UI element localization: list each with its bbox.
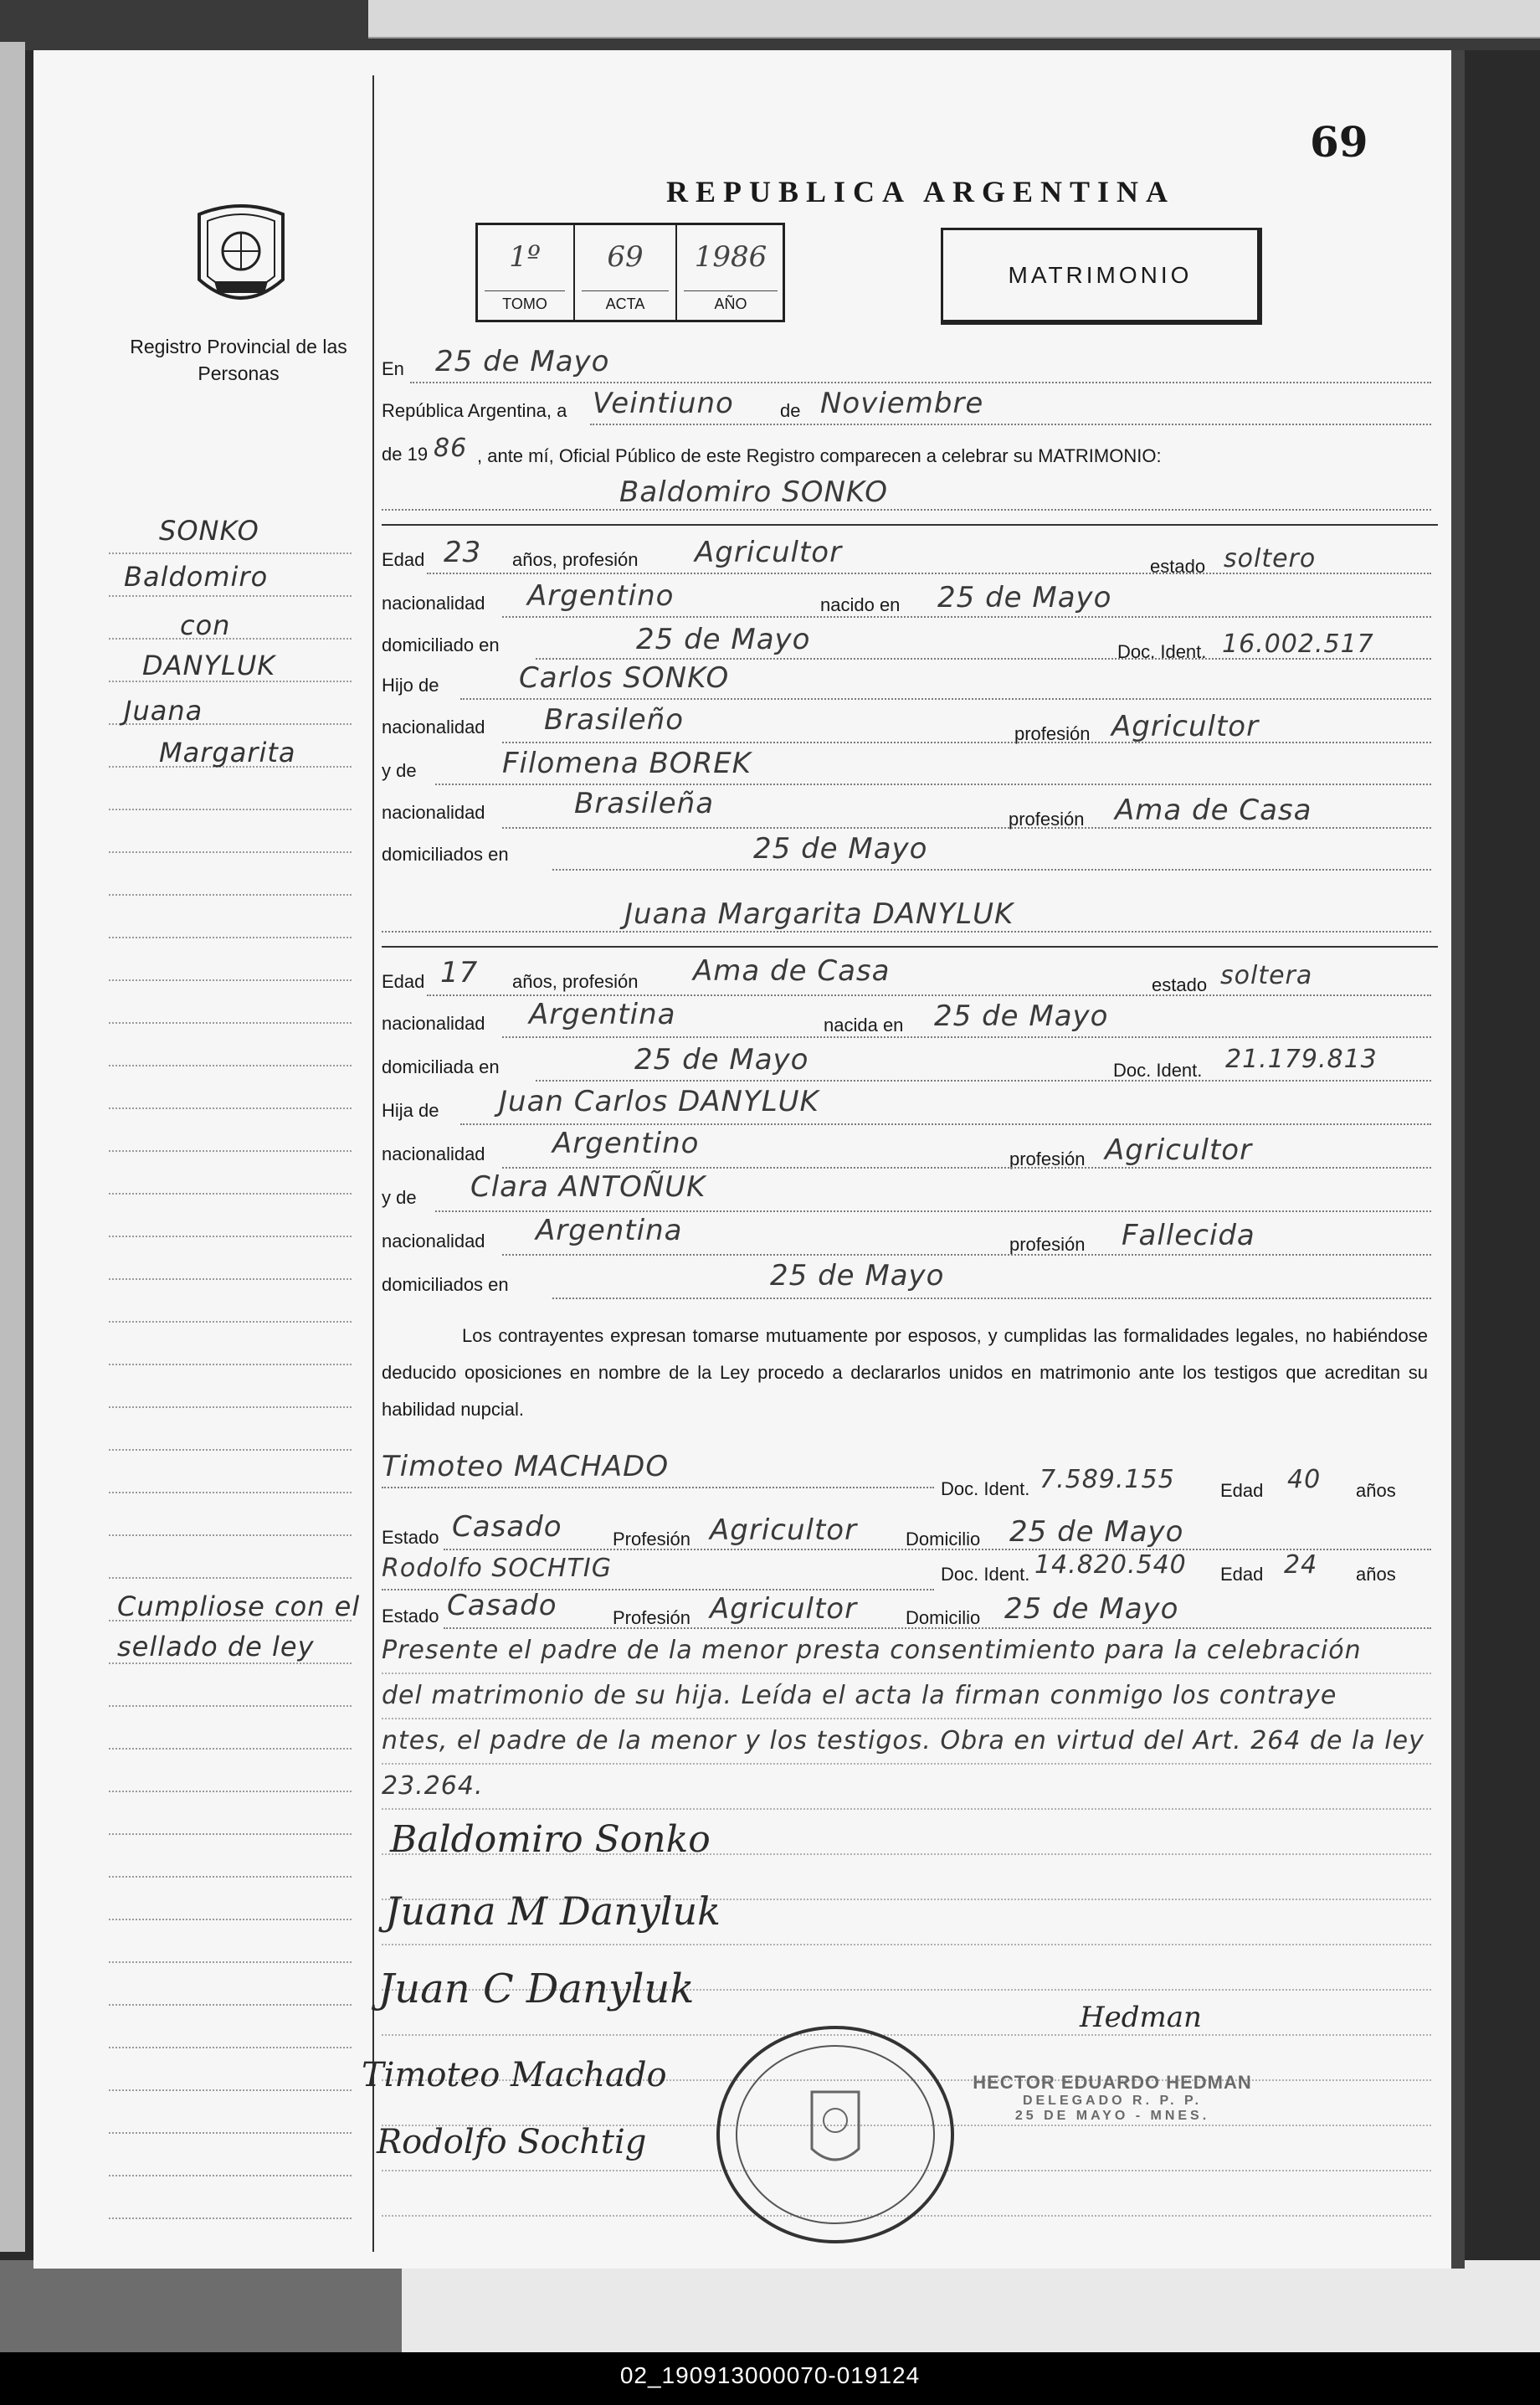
groom-mother-nationality: Brasileña [574, 787, 715, 820]
witness-age: 40 [1287, 1465, 1322, 1494]
de-label: de [780, 400, 801, 421]
estado-label: Estado [382, 1606, 439, 1626]
witness-doc: 7.589.155 [1040, 1465, 1175, 1494]
edad-label: Edad [1220, 1480, 1264, 1501]
bride-domicile: 25 de Mayo [634, 1043, 809, 1077]
groom-status: soltero [1224, 544, 1317, 573]
groom-mother-profession: Ama de Casa [1115, 794, 1312, 827]
margin-rule [109, 1919, 352, 1920]
groom-parents-domicile: 25 de Mayo [753, 832, 928, 866]
lower-rule [382, 1718, 1431, 1719]
witness-status: Casado [452, 1510, 562, 1544]
bride-nationality: Argentina [529, 998, 676, 1031]
witness-profession: Agricultor [710, 1592, 858, 1626]
margin-rule [109, 1961, 352, 1963]
domiciliados-label: domiciliados en [382, 844, 509, 865]
groom-father-name: Carlos SONKO [519, 661, 730, 695]
row-rule [410, 382, 1431, 383]
groom-profession: Agricultor [695, 536, 843, 569]
adjacent-page-left [0, 42, 25, 2252]
witness-domicile: 25 de Mayo [1004, 1592, 1179, 1626]
en-label: En [382, 358, 404, 379]
estado-label: Estado [382, 1527, 439, 1548]
margin-rule [109, 2047, 352, 2048]
doc-ident-label: Doc. Ident. [1117, 641, 1207, 662]
margin-rule [109, 1492, 352, 1493]
domicilio-label: Domicilio [906, 1529, 981, 1549]
official-stamp-icon [710, 2022, 961, 2248]
registry-box [475, 223, 785, 322]
bride-mother-nationality: Argentina [536, 1214, 683, 1247]
groom-birthplace: 25 de Mayo [937, 581, 1112, 614]
row-rule [536, 1080, 1431, 1082]
section-divider [382, 524, 1438, 526]
row-rule [435, 1210, 1431, 1212]
margin-note: Cumpliose con el [117, 1590, 361, 1622]
row-rule [502, 1036, 1431, 1038]
margin-rule [109, 1065, 352, 1066]
groom-name: Baldomiro SONKO [619, 475, 889, 509]
margin-rule [109, 1193, 352, 1195]
profesion-label: Profesión [613, 1529, 690, 1549]
margin-rule [109, 894, 352, 896]
page-number: 69 [1310, 117, 1368, 167]
groom-mother-name: Filomena BOREK [502, 747, 752, 780]
margin-rule [109, 1406, 352, 1408]
margin-rule [109, 979, 352, 981]
doc-ident-label: Doc. Ident. [941, 1478, 1030, 1499]
bride-mother-name: Clara ANTOÑUK [470, 1170, 706, 1204]
margin-rule [109, 2132, 352, 2134]
ano-value: 1986 [694, 240, 767, 274]
provincial-seal-icon [189, 199, 293, 313]
ano-label: AÑO [714, 295, 747, 312]
margin-name: DANYLUK [142, 650, 276, 681]
nacionalidad-label: nacionalidad [382, 802, 485, 823]
margin-rule [109, 2175, 352, 2176]
margin-divider [372, 75, 374, 2252]
tomo-label: TOMO [502, 295, 547, 312]
document-type-box: MATRIMONIO [941, 228, 1262, 325]
profesion-label: profesión [1009, 1234, 1086, 1255]
row-rule [552, 869, 1431, 871]
margin-rule [109, 2004, 352, 2006]
y-de-label: y de [382, 760, 417, 781]
official-place: 25 DE MAYO - MNES. [1014, 2109, 1210, 2123]
lower-rule [382, 1808, 1431, 1810]
official-block [966, 2072, 1259, 2124]
margin-rule [109, 1833, 352, 1835]
tomo-value: 1º [509, 240, 541, 274]
edad-label: Edad [1220, 1564, 1264, 1585]
margin-rule [109, 2217, 352, 2219]
row-rule [502, 616, 1431, 618]
tomo-rule [485, 290, 565, 291]
y-de-label: y de [382, 1187, 417, 1208]
year-prefix: de 19 [382, 444, 429, 465]
row-rule [382, 509, 1431, 511]
row-rule [536, 658, 1431, 660]
bride-doc: 21.179.813 [1225, 1045, 1378, 1074]
bride-status: soltera [1220, 961, 1313, 990]
profesion-label: Profesión [613, 1607, 690, 1628]
margin-rule [109, 809, 352, 810]
margin-rule [109, 1791, 352, 1792]
profesion-label: profesión [1009, 809, 1085, 830]
row-rule [502, 1254, 1431, 1256]
note-line: ntes, el padre de la menor y los testigos. Obra en virtud del Art. 264 de la ley [382, 1726, 1424, 1755]
anos-profesion-label: años, profesión [512, 971, 639, 992]
nacida-label: nacida en [824, 1015, 904, 1035]
domiciliado-label: domiciliado en [382, 635, 500, 655]
witness-name: Timoteo MACHADO [382, 1450, 670, 1483]
margin-name: con [180, 609, 231, 641]
bride-birthplace: 25 de Mayo [934, 1000, 1109, 1033]
margin-name: SONKO [159, 515, 259, 547]
groom-father-nationality: Brasileño [544, 703, 685, 737]
margin-name: Baldomiro [124, 561, 269, 593]
profesion-label: profesión [1014, 723, 1091, 744]
bride-father-nationality: Argentino [552, 1127, 700, 1160]
bride-profession: Ama de Casa [693, 954, 891, 988]
acta-rule [582, 290, 669, 291]
acta-label: ACTA [605, 295, 645, 312]
edad-label: Edad [382, 549, 425, 570]
bride-mother-profession: Fallecida [1122, 1219, 1255, 1252]
margin-rule [109, 1662, 352, 1664]
place-value: 25 de Mayo [435, 345, 610, 378]
row-rule [502, 1167, 1431, 1169]
margin-rule [109, 1150, 352, 1152]
margin-name: Juana [124, 695, 203, 727]
intro-text: , ante mí, Oficial Público de este Registro comparecen a celebrar su MATRIMONIO: [477, 445, 1162, 466]
nacido-label: nacido en [820, 594, 901, 615]
row-rule [382, 931, 1431, 933]
signature: Rodolfo Sochtig [377, 2123, 647, 2161]
declaration-text: Los contrayentes expresan tomarse mutuamente por esposos, y cumplidas las formalidades legales, no habiéndose deducido oposiciones en nombre de la Ley procedo a declararlos unidos en matrimonio ante los testigos que acreditan su habilidad nupcial. [382, 1325, 1428, 1420]
signature: Juan C Danyluk [378, 1966, 695, 2012]
bride-father-name: Juan Carlos DANYLUK [499, 1085, 819, 1118]
doc-ident-label: Doc. Ident. [941, 1564, 1030, 1585]
witness-status: Casado [447, 1589, 557, 1622]
estado-label: estado [1152, 974, 1208, 995]
nacionalidad-label: nacionalidad [382, 1143, 485, 1164]
groom-father-profession: Agricultor [1111, 710, 1260, 743]
margin-rule [109, 552, 352, 554]
ano-cell [675, 225, 784, 320]
groom-domicile: 25 de Mayo [636, 623, 811, 656]
signature: Baldomiro Sonko [390, 1818, 711, 1861]
profesion-label: profesión [1009, 1149, 1086, 1169]
margin-rule [109, 1449, 352, 1451]
witness-profession: Agricultor [710, 1513, 858, 1547]
margin-rule [109, 595, 352, 597]
margin-rule [109, 1748, 352, 1750]
official-signature: Hedman [1080, 2001, 1202, 2034]
row-rule [502, 827, 1431, 829]
margin-rule [109, 1321, 352, 1323]
row-rule [444, 1549, 1431, 1550]
ano-rule [684, 290, 778, 291]
row-rule [590, 424, 1431, 425]
margin-note: sellado de ley [117, 1631, 315, 1662]
witness-age: 24 [1284, 1550, 1318, 1580]
bride-father-profession: Agricultor [1105, 1133, 1253, 1167]
adjacent-page-top [368, 0, 1540, 39]
republic-heading: REPUBLICA ARGENTINA [665, 175, 1176, 208]
witness-doc: 14.820.540 [1034, 1550, 1187, 1580]
row-rule [502, 742, 1431, 743]
bride-age: 17 [440, 956, 479, 989]
margin-rule [109, 2089, 352, 2091]
background-shadow [0, 2260, 402, 2361]
lower-rule [382, 1763, 1431, 1765]
row-rule [427, 994, 1431, 996]
row-rule [460, 698, 1431, 700]
groom-doc: 16.002.517 [1222, 630, 1374, 659]
footer-id: 02_190913000070-019124 [619, 2362, 921, 2388]
domiciliada-label: domiciliada en [382, 1056, 500, 1077]
margin-rule [109, 1705, 352, 1707]
acta-value: 69 [607, 240, 644, 274]
hijo-label: Hijo de [382, 675, 439, 696]
office-name: Registro Provincial de las Personas [130, 336, 347, 384]
bride-parents-domicile: 25 de Mayo [770, 1259, 945, 1292]
margin-rule [109, 1022, 352, 1024]
official-title: DELEGADO R. P. P. [1022, 2094, 1203, 2108]
margin-rule [109, 1364, 352, 1365]
nacionalidad-label: nacionalidad [382, 717, 485, 737]
section-divider [382, 946, 1438, 948]
estado-label: estado [1150, 556, 1206, 577]
margin-rule [109, 937, 352, 938]
row-rule [552, 1298, 1431, 1299]
groom-age: 23 [444, 536, 482, 569]
margin-rule [109, 1236, 352, 1237]
note-line: 23.264. [382, 1771, 484, 1801]
doc-ident-label: Doc. Ident. [1113, 1060, 1203, 1081]
row-rule [460, 1123, 1431, 1125]
hija-label: Hija de [382, 1100, 439, 1121]
row-rule [427, 573, 1431, 574]
domiciliados-label: domiciliados en [382, 1274, 509, 1295]
margin-rule [109, 1278, 352, 1280]
acta-cell [573, 225, 675, 320]
note-line: Presente el padre de la menor presta consentimiento para la celebración [382, 1636, 1362, 1665]
official-name: HECTOR EDUARDO HEDMAN [973, 2072, 1252, 2093]
row-rule [435, 784, 1431, 785]
row-rule [444, 1627, 1431, 1629]
witness-domicile: 25 de Mayo [1009, 1515, 1184, 1549]
witness-name: Rodolfo SOCHTIG [382, 1554, 612, 1583]
lower-rule [382, 1944, 1431, 1945]
nacionalidad-label: nacionalidad [382, 1013, 485, 1034]
row-rule [382, 1487, 934, 1488]
signature: Juana M Danyluk [385, 1889, 721, 1934]
anos-label: años [1356, 1480, 1396, 1501]
nacionalidad-label: nacionalidad [382, 593, 485, 614]
nacionalidad-label: nacionalidad [382, 1231, 485, 1251]
domicilio-label: Domicilio [906, 1607, 981, 1628]
margin-name: Margarita [159, 737, 296, 768]
signature: Timoteo Machado [362, 2056, 667, 2094]
tomo-cell [478, 225, 572, 320]
margin-rule [109, 1876, 352, 1878]
lower-rule [382, 1673, 1431, 1674]
edad-label: Edad [382, 971, 425, 992]
bride-name: Juana Margarita DANYLUK [624, 897, 1014, 931]
anos-profesion-label: años, profesión [512, 549, 639, 570]
year-value: 86 [434, 434, 468, 463]
groom-nationality: Argentino [527, 579, 675, 613]
margin-rule [109, 1577, 352, 1579]
margin-rule [109, 1534, 352, 1536]
margin-rule [109, 851, 352, 853]
republica-label: República Argentina, a [382, 400, 567, 421]
register-page [33, 50, 1465, 2269]
anos-label: años [1356, 1564, 1396, 1585]
margin-rule [109, 1107, 352, 1109]
month-value: Noviembre [820, 387, 984, 420]
note-line: del matrimonio de su hija. Leída el acta la firman conmigo los contraye [382, 1681, 1337, 1710]
day-value: Veintiuno [593, 387, 734, 420]
